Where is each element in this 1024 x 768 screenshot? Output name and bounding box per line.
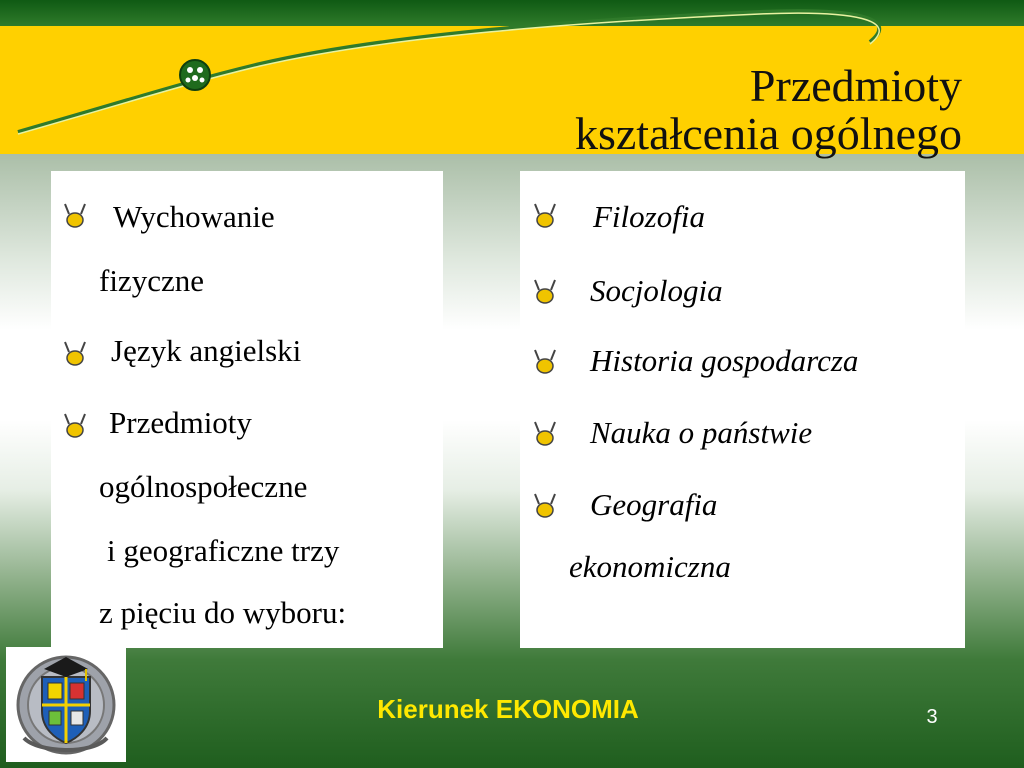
right-item-3: Historia gospodarcza [590, 343, 859, 378]
right-item-2: Socjologia [590, 273, 723, 308]
right-item-4: Nauka o państwie [590, 415, 813, 450]
title-line-2: kształcenia ogólnego [574, 108, 962, 159]
left-item-2-line-1: Język angielski [111, 333, 302, 368]
right-item-1: Filozofia [593, 199, 705, 234]
left-item-1-line-2: fizyczne [99, 263, 204, 298]
left-item-3-line-1: Przedmioty [109, 405, 252, 440]
bug-bullet-icon [61, 201, 89, 231]
bug-bullet-icon [531, 277, 559, 307]
right-item-5-line-2: ekonomiczna [569, 549, 731, 584]
page-number: 3 [926, 706, 938, 728]
title-line-1: Przedmioty [749, 60, 962, 111]
left-item-1-line-1: Wychowanie [113, 199, 275, 234]
bug-bullet-icon [531, 491, 559, 521]
footer-title: Kierunek EKONOMIA [377, 694, 639, 724]
bug-bullet-icon [531, 201, 559, 231]
right-subject-panel [520, 171, 965, 648]
right-item-5-line-1: Geografia [590, 487, 718, 522]
bug-bullet-icon [531, 347, 559, 377]
left-subject-panel [51, 171, 443, 648]
bug-bullet-icon [531, 419, 559, 449]
left-item-3-line-4: z pięciu do wyboru: [99, 595, 347, 630]
decorative-swoosh [0, 0, 1024, 150]
bug-bullet-icon [61, 339, 89, 369]
left-item-3-line-2: ogólnospołeczne [99, 469, 308, 504]
bug-bullet-icon [61, 411, 89, 441]
left-item-3-line-3: i geograficzne trzy [107, 533, 340, 568]
